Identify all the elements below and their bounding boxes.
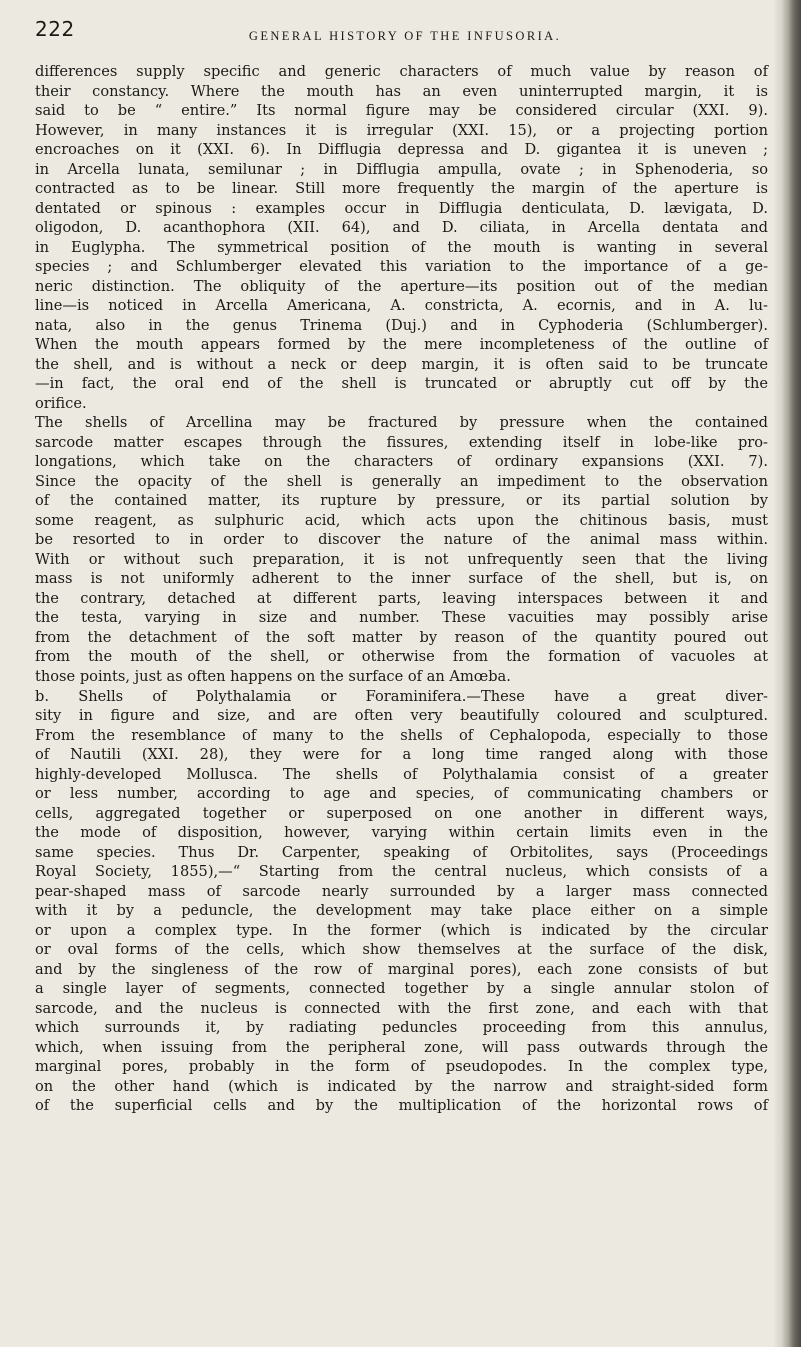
text-line: differences supply specific and generic characters of much value by reason of [35,63,768,80]
text-line: their constancy. Where the mouth has an even uninterrupted margin, it is [35,82,768,100]
text-line: marginal pores, probably in the form of pseudopodes. In the complex type, [35,1058,768,1076]
text-line: same species. Thus Dr. Carpenter, speaking of Orbitolites, says (Proceedings [35,843,768,861]
text-line: the contrary, detached at different parts, leaving interspaces between it and [35,589,768,607]
text-line: from the detachment of the soft matter by reason of the quantity poured out [35,628,768,646]
text-line: in Euglypha. The symmetrical position of the mouth is wanting in several [35,238,768,256]
page-number: 222 [35,17,75,41]
text-line: line—is noticed in Arcella Americana, A. constricta, A. ecornis, and in A. lu- [35,297,768,315]
text-line: orifice. [35,394,87,412]
text-line: dentated or spinous : examples occur in Difflugia denticulata, D. lævigata, D. [35,199,768,217]
text-line: With or without such preparation, it is not unfrequently seen that the living [35,550,768,568]
text-line: sity in figure and size, and are often very beautifully coloured and sculptured. [35,707,768,725]
text-line: When the mouth appears formed by the mere incompleteness of the outline of [35,336,768,354]
text-line: contracted as to be linear. Still more frequently the margin of the aperture is [35,180,768,198]
text-line: of Nautili (XXI. 28), they were for a long time ranged along with those [35,746,768,764]
text-line: sarcode matter escapes through the fissures, extending itself in lobe-like pro- [35,433,768,451]
text-line: or less number, according to age and species, of communicating chambers or [35,785,768,803]
text-line: or oval forms of the cells, which show themselves at the surface of the disk, [35,941,768,959]
text-line: and by the singleness of the row of marginal pores), each zone consists of but [35,960,768,978]
running-head: GENERAL HISTORY OF THE INFUSORIA. [248,29,562,43]
text-line [35,1116,768,1136]
text-line: of the contained matter, its rupture by pressure, or its partial solution by [35,492,768,510]
text-line: mass is not uniformly adherent to the inner surface of the shell, but is, on [35,570,768,588]
text-line: cells, aggregated together or superposed on one another in different ways, [35,804,768,822]
text-line: neric distinction. The obliquity of the aperture—its position out of the median [35,277,768,295]
text-line: which, when issuing from the peripheral zone, will pass outwards through the [35,1038,768,1056]
text-line: pear-shaped mass of sarcode nearly surrounded by a larger mass connected [35,882,768,900]
text-line: the shell, and is without a neck or deep margin, it is often said to be truncate [35,355,768,373]
text-line: be resorted to in order to discover the nature of the animal mass within. [35,531,768,549]
text-line: Royal Society, 1855),—“ Starting from the central nucleus, which consists of a [35,863,768,881]
text-line: those points, just as often happens on the surface of an Amœba. [35,667,511,685]
text-line: nata, also in the genus Trinema (Duj.) and in Cyphoderia (Schlumberger). [35,316,768,334]
text-line: the testa, varying in size and number. These vacuities may possibly arise [35,609,768,627]
text-line: longations, which take on the characters of ordinary expansions (XXI. 7). [35,453,768,471]
text-line: Since the opacity of the shell is generally an impediment to the observation [35,472,768,490]
text-line: encroaches on it (XXI. 6). In Difflugia depressa and D. gigantea it is uneven ; [35,141,768,159]
text-line: from the mouth of the shell, or otherwise from the formation of vacuoles at [35,648,768,666]
text-line: some reagent, as sulphuric acid, which acts upon the chitinous basis, must [35,511,768,529]
page-binding-edge [773,0,801,1347]
text-line: b. Shells of Polythalamia or Foraminifera.—These have a great diver- [35,687,768,705]
text-line: sarcode, and the nucleus is connected with the first zone, and each with that [35,999,768,1017]
text-line: with it by a peduncle, the development may take place either on a simple [35,902,768,920]
text-line: highly-developed Mollusca. The shells of Polythalamia consist of a greater [35,765,768,783]
text-line: —in fact, the oral end of the shell is truncated or abruptly cut off by the [35,375,768,393]
text-line: a single layer of segments, connected together by a single annular stolon of [35,980,768,998]
text-line: The shells of Arcellina may be fractured by pressure when the contained [35,414,768,432]
text-line: However, in many instances it is irregular (XXI. 15), or a projecting portion [35,121,768,139]
text-line: oligodon, D. acanthophora (XII. 64), and D. ciliata, in Arcella dentata and [35,219,768,237]
text-line: From the resemblance of many to the shells of Cephalopoda, especially to those [35,726,768,744]
text-line: or upon a complex type. In the former (which is indicated by the circular [35,921,768,939]
body-text [35,62,768,1135]
text-line: the mode of disposition, however, varying within certain limits even in the [35,824,768,842]
text-line: in Arcella lunata, semilunar ; in Difflugia ampulla, ovate ; in Sphenoderia, so [35,160,768,178]
text-line: said to be “ entire.” Its normal figure may be considered circular (XXI. 9). [35,102,768,120]
text-line: of the superficial cells and by the multiplication of the horizontal rows of [35,1097,768,1115]
text-line: species ; and Schlumberger elevated this variation to the importance of a ge- [35,258,768,276]
text-line: which surrounds it, by radiating peduncles proceeding from this annulus, [35,1019,768,1037]
text-line: on the other hand (which is indicated by the narrow and straight-sided form [35,1077,768,1095]
